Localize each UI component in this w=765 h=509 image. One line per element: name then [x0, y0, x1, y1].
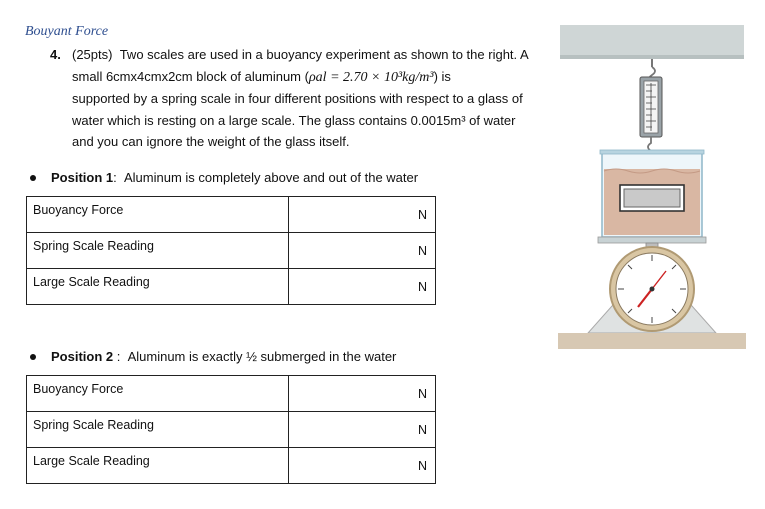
row-label: Spring Scale Reading: [27, 412, 289, 448]
position-2-separator: :: [113, 349, 121, 364]
answer-cell[interactable]: N: [289, 376, 436, 412]
bullet-icon: [30, 354, 36, 360]
answer-cell[interactable]: N: [289, 448, 436, 484]
row-label: Large Scale Reading: [27, 448, 289, 484]
position-2-table: [26, 375, 436, 484]
position-1-table: [26, 196, 436, 305]
answer-cell[interactable]: N: [289, 197, 436, 233]
spring-scale-icon: [640, 77, 662, 137]
position-1-heading: [30, 170, 418, 185]
section-title: Bouyant Force: [25, 24, 109, 39]
problem-text-5: and you can ignore the weight of the glass itself.: [72, 134, 350, 149]
problem-text-2-post: ) is: [433, 68, 451, 84]
answer-cell[interactable]: N: [289, 269, 436, 305]
position-1-description: Aluminum is completely above and out of the water: [123, 170, 419, 185]
problem-text-3: supported by a spring scale in four different positions with respect to a glass of: [72, 91, 523, 106]
bullet-icon: [30, 175, 36, 181]
table-row: [27, 269, 436, 305]
problem-text-4: water which is resting on a large scale. The glass contains 0.0015m³ of water: [72, 112, 516, 128]
table-row: [27, 412, 436, 448]
platform-scale-icon: [558, 247, 746, 349]
problem-points: (25pts): [72, 47, 113, 62]
aluminum-block-icon: [620, 185, 684, 211]
answer-cell[interactable]: N: [289, 233, 436, 269]
table-row: [27, 376, 436, 412]
position-2-label: Position 2: [51, 349, 114, 364]
position-1-separator: :: [113, 170, 117, 185]
problem-text-2-pre: small 6cmx4cmx2cm block of aluminum (: [72, 68, 309, 84]
answer-cell[interactable]: N: [289, 412, 436, 448]
table-row: [27, 448, 436, 484]
table-row: [27, 233, 436, 269]
row-label: Spring Scale Reading: [27, 233, 289, 269]
row-label: Large Scale Reading: [27, 269, 289, 305]
density-expression: ρal = 2.70 × 10³kg/m³: [308, 69, 434, 85]
table-row: [27, 197, 436, 233]
problem-text-1: Two scales are used in a buoyancy experiment as shown to the right. A: [119, 47, 529, 62]
problem-number: 4.: [50, 47, 61, 62]
row-label: Buoyancy Force: [27, 376, 289, 412]
row-label: Buoyancy Force: [27, 197, 289, 233]
buoyancy-apparatus-figure: [558, 25, 746, 355]
problem-statement: [50, 44, 555, 153]
ceiling-icon: [560, 25, 744, 59]
position-2-heading: [30, 349, 396, 364]
position-2-description: Aluminum is exactly ½ submerged in the water: [127, 349, 397, 364]
position-1-label: Position 1: [51, 170, 114, 185]
